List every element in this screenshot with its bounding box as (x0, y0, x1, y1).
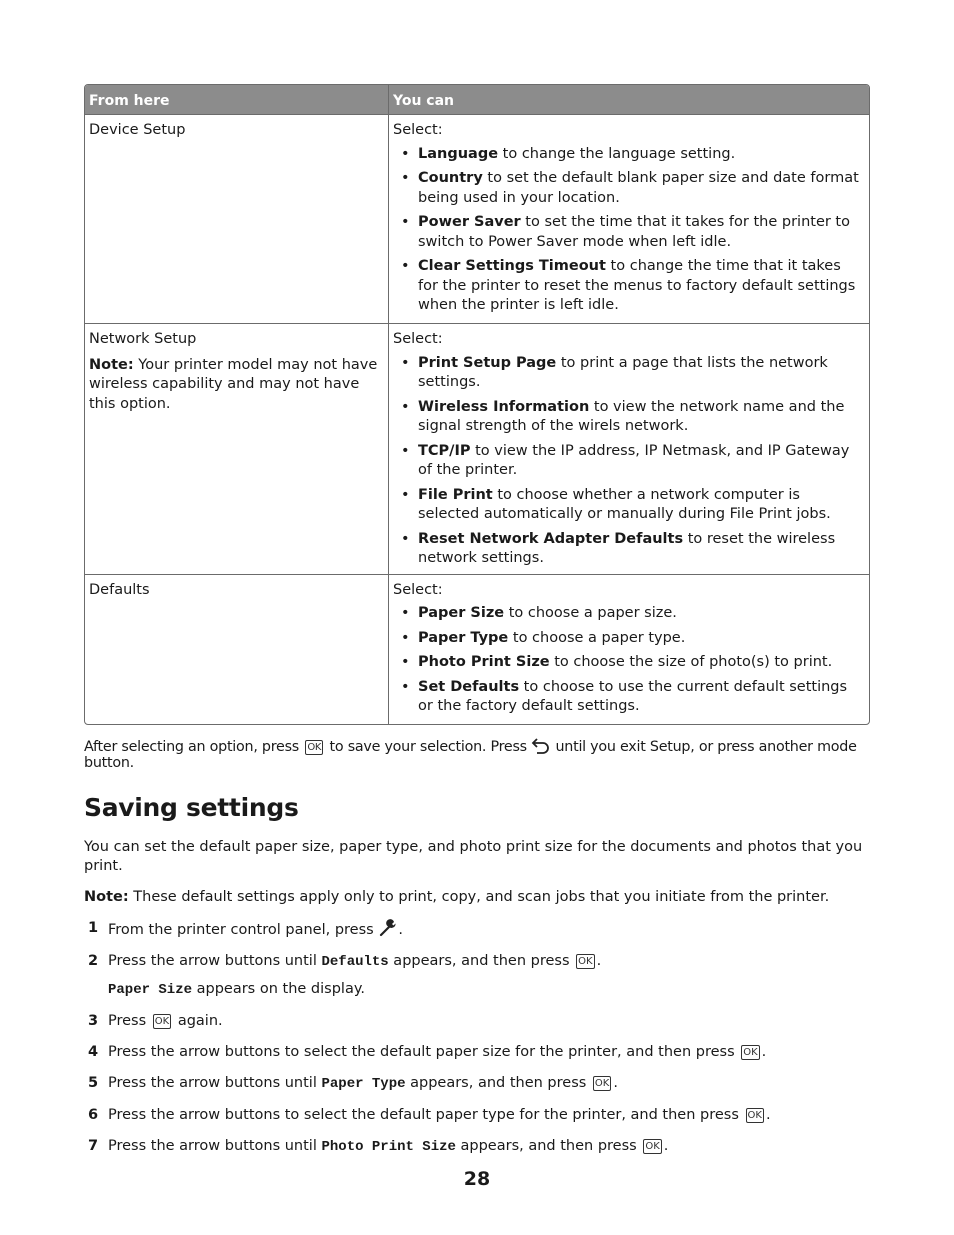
bullet-icon: • (401, 258, 410, 274)
after-table-instruction (84, 737, 870, 771)
page-number: 28 (463, 1168, 491, 1190)
list-item (393, 213, 865, 252)
select-label: Select: (393, 122, 443, 138)
table-cell-from (85, 574, 389, 724)
instruction-text: to save your selection. Press (325, 738, 532, 755)
step-number: 1 (88, 919, 99, 936)
table-row (85, 323, 869, 574)
option-term: Language (418, 145, 499, 162)
option-list (393, 145, 865, 316)
option-text: to set the time that it takes for the printer to switch to Power Saver mode when left idle. (418, 214, 850, 250)
list-item (393, 398, 865, 437)
bullet-icon: • (401, 629, 410, 646)
step-text: Press the arrow buttons to select the default paper size for the printer, and then press (108, 1043, 740, 1060)
step-number: 3 (88, 1012, 99, 1029)
step-text: . (613, 1074, 618, 1091)
option-term: File Print (418, 486, 493, 503)
step-item (84, 1106, 870, 1125)
setup-menu-table (84, 84, 870, 725)
option-text: to change the language setting. (498, 145, 736, 162)
step-number: 5 (88, 1074, 99, 1091)
step-text: . (765, 1106, 771, 1123)
option-text: to choose whether a network computer is selected automatically or manually during File Print jobs. (418, 486, 831, 522)
option-term: Wireless Information (418, 398, 590, 415)
ok-button-icon: OK (747, 1109, 762, 1121)
list-item (393, 629, 865, 649)
list-item (393, 145, 865, 165)
option-term: Paper Size (418, 605, 505, 621)
row-note (89, 356, 384, 415)
row-title: Device Setup (89, 122, 186, 138)
wrench-icon (378, 919, 398, 937)
option-text: to view the IP address, IP Netmask, and IP Gateway of the printer. (418, 442, 850, 478)
bullet-icon: • (401, 398, 410, 415)
note-text: Your printer model may not have wireless capability and may not have this option. (89, 356, 378, 412)
step-text: Press the arrow buttons until (108, 1137, 322, 1154)
step-text: Press the arrow buttons to select the default paper type for the printer, and then press (108, 1106, 744, 1123)
display-text: Paper Type (321, 1075, 406, 1092)
display-text: Defaults (321, 953, 389, 970)
display-text: Photo Print Size (321, 1138, 456, 1155)
option-term: Photo Print Size (418, 654, 550, 670)
step-text: . (398, 921, 403, 938)
back-arrow-icon (531, 737, 551, 754)
table-cell-from (85, 323, 389, 574)
section-title: Saving settings (84, 792, 299, 822)
step-subtext (108, 980, 870, 1000)
table-cell-you-can (389, 323, 869, 574)
instruction-text: After selecting an option, press (84, 738, 304, 755)
bullet-icon: • (401, 145, 410, 162)
list-item (393, 486, 865, 525)
step-text: appears, and then press (455, 1137, 642, 1154)
page-content (84, 84, 870, 1169)
option-text: to view the network name and the signal strength of the wirels network. (418, 398, 845, 434)
table-cell-you-can (389, 114, 869, 323)
option-text: to print a page that lists the network settings. (418, 354, 828, 390)
option-term: Country (418, 170, 483, 186)
option-term: Print Setup Page (418, 354, 557, 371)
step-text: appears, and then press (388, 952, 575, 969)
option-text: to choose to use the current default settings or the factory default settings. (418, 678, 848, 714)
bullet-icon: • (401, 170, 410, 186)
option-term: Paper Type (418, 629, 509, 646)
step-text: appears, and then press (405, 1074, 591, 1091)
ok-button-icon: OK (594, 1077, 610, 1089)
option-list (393, 604, 865, 717)
column-header-you-can: You can (389, 85, 869, 114)
list-item (393, 442, 865, 481)
bullet-icon: • (401, 678, 410, 695)
list-item (393, 169, 865, 208)
step-text: again. (173, 1012, 223, 1029)
ok-button-icon: OK (578, 955, 593, 967)
list-item (393, 678, 865, 717)
ok-button-icon: OK (307, 741, 322, 753)
select-label: Select: (393, 331, 443, 347)
step-number: 6 (88, 1106, 99, 1123)
list-item (393, 653, 865, 673)
table-row (85, 574, 869, 724)
option-text: to choose a paper type. (508, 629, 686, 646)
step-number: 4 (88, 1043, 99, 1060)
note-label: Note: (84, 888, 129, 905)
table-row (85, 114, 869, 323)
ok-button-icon: OK (743, 1046, 758, 1058)
bullet-icon: • (401, 214, 410, 230)
column-header-from-here: From here (85, 85, 389, 114)
section-intro: You can set the default paper size, paper type, and photo print size for the documents and photos that you print. (84, 838, 863, 874)
option-term: Clear Settings Timeout (418, 258, 606, 274)
step-text: . (663, 1137, 669, 1154)
step-text: From the printer control panel, press (108, 921, 379, 938)
option-list (393, 354, 865, 569)
row-title: Defaults (89, 581, 150, 598)
option-term: Power Saver (418, 214, 521, 230)
step-item (84, 1012, 870, 1031)
table-header-row (85, 85, 869, 114)
option-term: TCP/IP (418, 442, 471, 459)
option-term: Set Defaults (418, 678, 520, 695)
step-text: . (596, 952, 602, 969)
table-cell-you-can (389, 574, 869, 724)
note-text: These default settings apply only to print, copy, and scan jobs that you initiate from the printer. (128, 888, 830, 905)
option-text: to reset the wireless network settings. (418, 530, 836, 566)
bullet-icon: • (401, 605, 410, 621)
instruction-text: until you exit Setup, or press another mode button. (84, 738, 857, 771)
table-cell-from (85, 114, 389, 323)
option-text: to choose the size of photo(s) to print. (549, 654, 833, 670)
select-label: Select: (393, 581, 443, 598)
step-number: 7 (88, 1137, 99, 1154)
bullet-icon: • (401, 530, 410, 547)
list-item (393, 257, 865, 316)
step-number: 2 (88, 952, 99, 969)
display-text: Paper Size (108, 981, 193, 998)
steps-list (84, 919, 870, 1157)
list-item (393, 354, 865, 393)
bullet-icon: • (401, 354, 410, 371)
note-label: Note: (89, 356, 134, 373)
bullet-icon: • (401, 486, 410, 503)
step-item (84, 1074, 870, 1094)
step-item (84, 919, 870, 940)
ok-button-icon: OK (154, 1015, 170, 1027)
section-note (84, 888, 870, 907)
ok-button-icon: OK (645, 1140, 660, 1152)
step-text: appears on the display. (192, 980, 365, 997)
step-text: . (761, 1043, 767, 1060)
option-text: to choose a paper size. (504, 605, 677, 621)
list-item (393, 530, 865, 569)
list-item (393, 604, 865, 624)
option-text: to change the time that it takes for the printer to reset the menus to factory default settings when the printer is left idle. (418, 258, 856, 313)
step-text: Press the arrow buttons until (108, 1074, 322, 1091)
step-item (84, 1043, 870, 1062)
row-title: Network Setup (89, 331, 197, 347)
step-item (84, 952, 870, 1000)
option-term: Reset Network Adapter Defaults (418, 530, 684, 547)
bullet-icon: • (401, 442, 410, 459)
option-text: to set the default blank paper size and date format being used in your location. (418, 170, 859, 206)
step-item (84, 1137, 870, 1157)
step-text: Press (108, 1012, 151, 1029)
bullet-icon: • (401, 654, 410, 670)
step-text: Press the arrow buttons until (108, 952, 322, 969)
